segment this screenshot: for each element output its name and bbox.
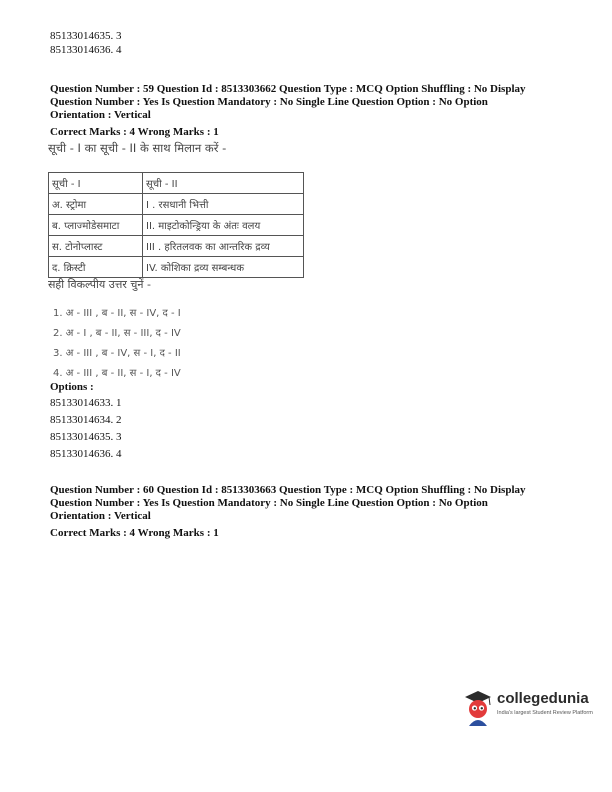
match-table xyxy=(48,172,304,278)
table-cell: सूची - II xyxy=(143,173,304,194)
answer-choice: 1. अ - III , ब - II, स - IV, द - I xyxy=(53,308,181,319)
collegedunia-logo xyxy=(461,688,596,728)
answer-choice: 3. अ - III , ब - IV, स - I, द - II xyxy=(53,348,181,359)
logo-tagline: India's largest Student Review Platform xyxy=(497,710,593,716)
table-cell: I . रसधानी भित्ती xyxy=(143,194,304,215)
table-cell: सूची - I xyxy=(49,173,143,194)
question-header-line: Question Number : 60 Question Id : 8513303663 Question Type : MCQ Option Shuffling : No Display xyxy=(50,484,526,496)
option-line: 85133014634. 2 xyxy=(50,414,122,426)
table-cell: अ. स्ट्रोमा xyxy=(49,194,143,215)
answer-prompt: सही विकल्पीय उत्तर चुनें - xyxy=(48,278,151,291)
table-cell: द. क्रिस्टी xyxy=(49,257,143,278)
option-line: 85133014636. 4 xyxy=(50,44,122,56)
answer-choice: 4. अ - III , ब - II, स - I, द - IV xyxy=(53,368,181,379)
table-row xyxy=(49,257,304,278)
option-line: 85133014633. 1 xyxy=(50,397,122,409)
table-cell: IV. कोशिका द्रव्य सम्बन्धक xyxy=(143,257,304,278)
table-cell: II. माइटोकोन्ड्रिया के अंतः वलय xyxy=(143,215,304,236)
question-header-line: Orientation : Vertical xyxy=(50,510,151,522)
table-row xyxy=(49,215,304,236)
question-header-line: Question Number : 59 Question Id : 8513303662 Question Type : MCQ Option Shuffling : No Display xyxy=(50,83,526,95)
graduate-mascot-icon xyxy=(461,688,495,728)
marks-line: Correct Marks : 4 Wrong Marks : 1 xyxy=(50,126,219,138)
table-row xyxy=(49,194,304,215)
option-line: 85133014635. 3 xyxy=(50,431,122,443)
marks-line: Correct Marks : 4 Wrong Marks : 1 xyxy=(50,527,219,539)
options-label: Options : xyxy=(50,381,94,393)
question-header-line: Orientation : Vertical xyxy=(50,109,151,121)
logo-name: collegedunia xyxy=(497,690,589,707)
question-header-line: Question Number : Yes Is Question Mandatory : No Single Line Question Option : No Option xyxy=(50,497,488,509)
table-cell: स. टोनोप्लास्ट xyxy=(49,236,143,257)
answer-choice: 2. अ - I , ब - II, स - III, द - IV xyxy=(53,328,181,339)
table-row xyxy=(49,173,304,194)
option-line: 85133014636. 4 xyxy=(50,448,122,460)
table-row xyxy=(49,236,304,257)
question-prompt: सूची - I का सूची - II के साथ मिलान करें - xyxy=(48,141,227,155)
table-cell: III . हरितलवक का आन्तरिक द्रव्य xyxy=(143,236,304,257)
question-header-line: Question Number : Yes Is Question Mandatory : No Single Line Question Option : No Option xyxy=(50,96,488,108)
table-cell: ब. प्लाज्मोडेसमाटा xyxy=(49,215,143,236)
option-line: 85133014635. 3 xyxy=(50,30,122,42)
